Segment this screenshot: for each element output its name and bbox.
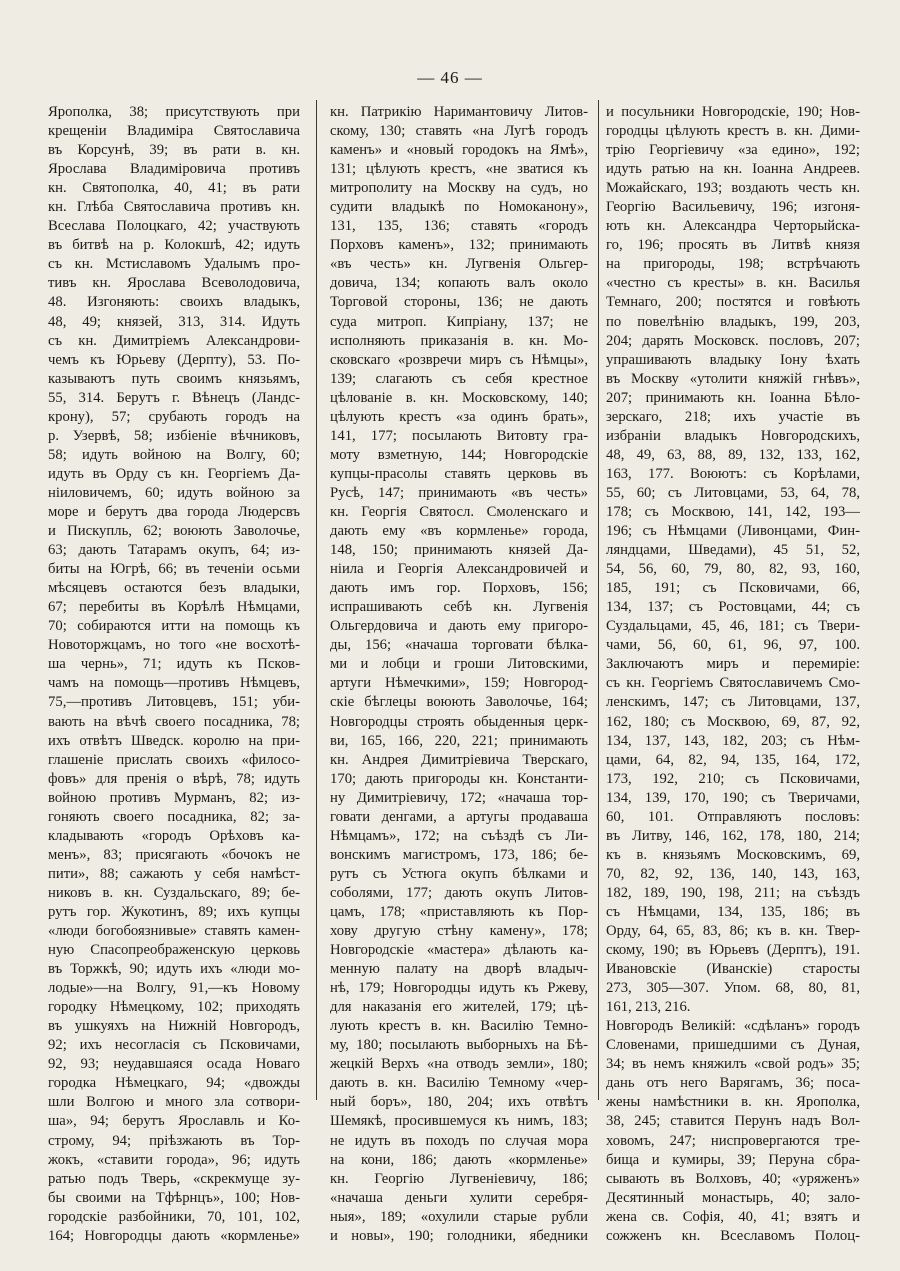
text-line: Суздальцами, 45, 46, 181; съ Твери- xyxy=(606,618,860,635)
column-divider xyxy=(316,100,317,1100)
text-line: Нѣмцамъ», 172; на съѣздѣ съ Ли- xyxy=(330,827,588,844)
text-line: кладывають «городъ Орѣховъ ка- xyxy=(48,827,300,844)
text-column-1 xyxy=(48,103,300,1246)
text-line: чамъ на помощь—противъ Нѣмцевъ, xyxy=(48,675,300,692)
text-line: 75,—противъ Литовцевъ, 151; уби- xyxy=(48,694,300,711)
text-line: вають на вѣчѣ своего посадника, 78; xyxy=(48,713,300,730)
text-line: менъ», 83; присягають «бочокъ не xyxy=(48,846,300,863)
text-line: 55, 60; съ Литовцами, 53, 64, 78, xyxy=(606,484,860,501)
text-line: ніила и Георгія Александровичей и xyxy=(330,561,588,578)
text-line: Всеслава Полоцкаго, 42; участвують xyxy=(48,218,300,235)
text-line: 162, 180; съ Москвою, 69, 87, 92, xyxy=(606,713,860,730)
text-line: и Пискупль, 62; воюють Заволочье, xyxy=(48,523,300,540)
text-line: по повелѣнію владыкъ, 199, 203, xyxy=(606,313,860,330)
text-line: въ ушкуяхъ на Нижній Новгородъ, xyxy=(48,1018,300,1035)
text-line: къ в. князьямъ Московскимъ, 69, xyxy=(606,846,860,863)
text-line: дають имъ гор. Порховъ, 156; xyxy=(330,580,588,597)
text-line: му, 180; посылають выборныхъ на Бѣ- xyxy=(330,1037,588,1054)
text-line: Ивановскіе (Иванскіе) старосты xyxy=(606,961,860,978)
text-line: кн. Георгію Лугвеніевичу, 186; xyxy=(330,1170,588,1187)
text-line: для наказанія его жителей, 179; цѣ- xyxy=(330,999,588,1016)
text-line: 207; принимають кн. Іоанна Бѣло- xyxy=(606,389,860,406)
text-line: цѣлованіе в. кн. Московскому, 140; xyxy=(330,389,588,406)
text-line: войною противъ Мурманъ, 82; из- xyxy=(48,789,300,806)
text-line: 178; съ Москвою, 141, 142, 193— xyxy=(606,503,860,520)
text-line: 131; цѣлують крестъ, «не зватися къ xyxy=(330,161,588,178)
text-line: 48, 49, 63, 88, 89, 132, 133, 162, xyxy=(606,446,860,463)
text-line: Порховъ каменъ», 132; принимають xyxy=(330,237,588,254)
text-line: 38, 245; ставится Перунъ надъ Вол- xyxy=(606,1113,860,1130)
text-line: городку Нѣмецкому, 102; приходять xyxy=(48,999,300,1016)
text-line: 173, 192, 210; съ Псковичами, xyxy=(606,770,860,787)
text-line: ратью подъ Тверь, «скрекмуще зу- xyxy=(48,1170,300,1187)
text-line: жокъ, «ставити города», 96; идуть xyxy=(48,1151,300,1168)
text-line: кн. Святополка, 40, 41; въ рати xyxy=(48,180,300,197)
text-line: Заключаютъ миръ и перемиріе: xyxy=(606,656,860,673)
text-line: ша», 94; берутъ Ярославль и Ко- xyxy=(48,1113,300,1130)
text-line: упрашивають владыку Іону ѣхать xyxy=(606,351,860,368)
text-line: испрашивають себѣ кн. Лугвенія xyxy=(330,599,588,616)
text-line: 55, 314. Берутъ г. Вѣнецъ (Ландс- xyxy=(48,389,300,406)
text-line: пити», 88; сажають у себя намѣст- xyxy=(48,865,300,882)
text-line: чами, 56, 60, 61, 96, 97, 100. xyxy=(606,637,860,654)
text-line: никовъ в. кн. Суздальскаго, 89; бе- xyxy=(48,884,300,901)
text-line: 34; въ немъ княжилъ «свой родъ» 35; xyxy=(606,1056,860,1073)
text-column-2 xyxy=(330,103,588,1246)
text-line: сывають въ Волховъ, 40; «уряженъ» xyxy=(606,1170,860,1187)
text-line: жены намѣстники в. кн. Ярополка, xyxy=(606,1094,860,1111)
text-line: го, 196; просять въ Литвѣ князя xyxy=(606,237,860,254)
text-line: 92, 93; неудавшаяся осада Новаго xyxy=(48,1056,300,1073)
text-line: 148, 150; принимають князей Да- xyxy=(330,542,588,559)
text-line: цамъ, 178; «приставляють къ Пор- xyxy=(330,903,588,920)
text-line: артуги Нѣмечкими», 159; Новгород- xyxy=(330,675,588,692)
text-line: биты на Югрѣ, 66; въ теченіи осьми xyxy=(48,561,300,578)
text-line: ляндцами, Шведами), 45 51, 52, xyxy=(606,542,860,559)
text-line: суда митроп. Кипріану, 137; не xyxy=(330,313,588,330)
text-line: ленскимъ, 147; съ Литовцами, 137, xyxy=(606,694,860,711)
text-line: лують крестъ в. кн. Василію Темно- xyxy=(330,1018,588,1035)
text-line: соболями, 177; дають окупъ Литов- xyxy=(330,884,588,901)
text-line: скому, 130; ставять «на Лугѣ городъ xyxy=(330,123,588,140)
text-line: Ярополка, 38; присутствують при xyxy=(48,104,300,120)
text-line: зерскаго, 218; ихъ участіе въ xyxy=(606,408,860,425)
text-line: моту взметную, 144; Новгородскіе xyxy=(330,446,588,463)
text-line: городскіе разбойники, 70, 101, 102, xyxy=(48,1208,300,1225)
text-line: 58; идуть войною на Волгу, 60; xyxy=(48,446,300,463)
text-line: строму, 94; пріѣзжають въ Тор- xyxy=(48,1132,300,1149)
text-line: Торговой стороны, 136; не дають xyxy=(330,294,588,311)
text-line: 164; Новгородцы дають «кормленье» xyxy=(48,1227,300,1244)
text-line: 92; ихъ несогласія съ Псковичами, xyxy=(48,1037,300,1054)
text-line: 48. Изгоняють: своихъ владыкъ, xyxy=(48,294,300,311)
text-line: избраніи владыкъ Новгородскихъ, xyxy=(606,427,860,444)
text-line: 141, 177; посылають Витовту гра- xyxy=(330,427,588,444)
text-line: цѣлують крестъ «за одинъ брать», xyxy=(330,408,588,425)
text-line: въ Торжкѣ, 90; идуть ихъ «люди мо- xyxy=(48,961,300,978)
text-line: скіе бѣглецы воюють Заволочье, 164; xyxy=(330,694,588,711)
text-line: въ битвѣ на р. Колокшѣ, 42; идуть xyxy=(48,237,300,254)
text-line: ви, 165, 166, 220, 221; принимають xyxy=(330,732,588,749)
text-line: Орду, 64, 65, 83, 86; къ в. кн. Твер- xyxy=(606,923,860,940)
text-line: съ кн. Мстиславомъ Удалымъ про- xyxy=(48,256,300,273)
text-line: рутъ гор. Жукотинъ, 89; ихъ купцы xyxy=(48,903,300,920)
text-line: чемъ къ Юрьеву (Дерпту), 53. По- xyxy=(48,351,300,368)
text-line: 196; съ Нѣмцами (Ливонцами, Фин- xyxy=(606,523,860,540)
text-line: казываютъ путь своимъ князьямъ, xyxy=(48,370,300,387)
text-line: Шемякѣ, просившемуся къ нимъ, 183; xyxy=(330,1113,588,1130)
text-line: ми и лобци и гроши Литовскими, xyxy=(330,656,588,673)
text-line: Новгородскіе «мастера» дѣлають ка- xyxy=(330,942,588,959)
text-line: Новгородъ Великій: «сдѣланъ» городъ xyxy=(606,1018,860,1035)
text-line: 134, 139, 170, 190; съ Тверичами, xyxy=(606,789,860,806)
text-line: дають в. кн. Василію Темному «чер- xyxy=(330,1075,588,1092)
text-line: 67; перебиты въ Корѣлѣ Нѣмцами, xyxy=(48,599,300,616)
text-line: крону), 57; срубають городъ на xyxy=(48,408,300,425)
text-line: фовъ» для пренія о вѣрѣ, 78; идуть xyxy=(48,770,300,787)
text-line: сковскаго «розвречи миръ съ Нѣмцы», xyxy=(330,351,588,368)
text-line: Новгородцы строять обыденныя церк- xyxy=(330,713,588,730)
text-column-3 xyxy=(606,103,860,1246)
text-line: 63; дають Татарамъ окупъ, 64; из- xyxy=(48,542,300,559)
text-line: рутъ съ Устюга окупъ бѣлками и xyxy=(330,865,588,882)
text-line: 48, 49; князей, 313, 314. Идуть xyxy=(48,313,300,330)
text-line: Новоторжцамъ, но того «не восхотѣ- xyxy=(48,637,300,654)
text-line: Русѣ, 147; принимають «въ честь» xyxy=(330,484,588,501)
text-line: 70; собираются итти на помощь къ xyxy=(48,618,300,635)
text-line: гоняють своего посадника, 82; за- xyxy=(48,808,300,825)
text-line: съ кн. Георгіемъ Святославичемъ Смо- xyxy=(606,675,860,692)
text-line: «честно съ кресты» в. кн. Василья xyxy=(606,275,860,292)
text-line: 185, 191; съ Псковичами, 66, xyxy=(606,580,860,597)
text-line: 54, 56, 60, 79, 80, 82, 93, 160, xyxy=(606,561,860,578)
text-line: лодые»—на Волгу, 91,—къ Новому xyxy=(48,980,300,997)
text-line: 134, 137; съ Ростовцами, 44; съ xyxy=(606,599,860,616)
text-line: ніиловичемъ, 60; идуть войною за xyxy=(48,484,300,501)
text-line: дань отъ него Варягамъ, 36; поса- xyxy=(606,1075,860,1092)
text-line: дають ему «въ кормленье» города, xyxy=(330,523,588,540)
text-line: Темнаго, 200; постятся и говѣють xyxy=(606,294,860,311)
text-line: 139; слагають съ себя крестное xyxy=(330,370,588,387)
text-line: жецкій Верхъ «на отводъ земли», 180; xyxy=(330,1056,588,1073)
text-line: ихъ отвѣтъ Шведск. королю на при- xyxy=(48,732,300,749)
text-line: въ Литву, 146, 162, 178, 180, 214; xyxy=(606,827,860,844)
text-line: исполняють приказанія в. кн. Мо- xyxy=(330,332,588,349)
column-divider xyxy=(598,100,599,1100)
text-line: 70, 82, 92, 136, 140, 143, 163, xyxy=(606,865,860,882)
text-line: 204; дарять Московск. пословъ, 207; xyxy=(606,332,860,349)
text-line: 273, 305—307. Упом. 68, 80, 81, xyxy=(606,980,860,997)
text-line: вонскимъ магистромъ, 173, 186; бе- xyxy=(330,846,588,863)
text-line: мѣсяцевъ остаются безъ владыки, xyxy=(48,580,300,597)
text-line: тивъ кн. Ярослава Всеволодовича, xyxy=(48,275,300,292)
text-line: съ Нѣмцами, 134, 135, 186; въ xyxy=(606,903,860,920)
text-line: ную Спасопреображенскую церковь xyxy=(48,942,300,959)
text-line: идуть въ Орду съ кн. Георгіемъ Да- xyxy=(48,465,300,482)
text-line: и посульники Новгородскіе, 190; Нов- xyxy=(606,104,860,120)
text-line: 170; дають пригороды кн. Константи- xyxy=(330,770,588,787)
text-line: трію Георгіевичу «за едино», 192; xyxy=(606,142,860,159)
text-line: Десятинный монастырь, 40; зало- xyxy=(606,1189,860,1206)
text-line: бы своими на Тфѣрнцъ», 100; Нов- xyxy=(48,1189,300,1206)
text-line: Можайскаго, 193; воздають честь кн. xyxy=(606,180,860,197)
text-line: городцы цѣлують крестъ в. кн. Дими- xyxy=(606,123,860,140)
text-line: 161, 213, 216. xyxy=(606,999,691,1016)
text-line: говати денгами, а артугы продаваша xyxy=(330,808,588,825)
text-line: купцы-прасолы ставять церковь въ xyxy=(330,465,588,482)
text-line: море и берутъ два города Людерсвъ xyxy=(48,503,300,520)
text-line: кн. Георгія Святосл. Смоленскаго и xyxy=(330,503,588,520)
text-line: скому, 190; въ Юрьевъ (Дерптъ), 191. xyxy=(606,942,860,959)
text-line: «люди богобоязнивые» ставять камен- xyxy=(48,923,300,940)
text-line: Словенами, пришедшими съ Дуная, xyxy=(606,1037,860,1054)
text-line: «начаша деньги хулити серебря- xyxy=(330,1189,588,1206)
text-line: Ярослава Владиміровича противъ xyxy=(48,161,300,178)
text-line: съ кн. Димитріемъ Александрови- xyxy=(48,332,300,349)
text-line: крещеніи Владиміра Святославича xyxy=(48,123,300,140)
text-line: «въ честь» кн. Лугвенія Ольгер- xyxy=(330,256,588,273)
text-line: идуть ратью на кн. Іоанна Андреев. xyxy=(606,161,860,178)
text-line: и новы», 190; голодники, ябедники xyxy=(330,1227,588,1244)
text-line: каменъ» и «новый городокъ на Ямѣ», xyxy=(330,142,588,159)
text-line: митрополиту на Москву на судъ, но xyxy=(330,180,588,197)
text-line: шли Волгою и много зла сотвори- xyxy=(48,1094,300,1111)
text-line: кн. Андрея Димитріевича Тверскаго, xyxy=(330,751,588,768)
text-line: ныя», 189; «охулили старые рубли xyxy=(330,1208,588,1225)
text-line: глашеніе прислать своихъ «филосо- xyxy=(48,751,300,768)
text-line: ну Димитріевичу, 172; «начаша тор- xyxy=(330,789,588,806)
text-line: 131, 135, 136; ставять «городъ xyxy=(330,218,588,235)
text-line: 163, 177. Воюютъ: съ Корѣлами, xyxy=(606,465,860,482)
text-line: кн. Патрикію Наримантовичу Литов- xyxy=(330,104,588,120)
text-line: ша чернь», 71; идуть къ Псков- xyxy=(48,656,300,673)
text-line: нѣ, 179; Новгородцы идуть къ Ржеву, xyxy=(330,980,588,997)
text-line: жена св. Софія, 40, 41; взятъ и xyxy=(606,1208,860,1225)
text-line: р. Узервѣ, 58; избіеніе вѣчниковъ, xyxy=(48,427,300,444)
text-line: кн. Глѣба Святославича противъ кн. xyxy=(48,199,300,216)
text-line: не идуть въ походъ по случая мора xyxy=(330,1132,588,1149)
text-line: ный боръ», 180, 204; ихъ отвѣтъ xyxy=(330,1094,588,1111)
text-line: ють кн. Александра Черторыйска- xyxy=(606,218,860,235)
page-number: — 46 — xyxy=(417,68,483,87)
text-line: на кони, 186; дають «кормленье» xyxy=(330,1151,588,1168)
text-line: хову другую стѣну камену», 178; xyxy=(330,923,588,940)
text-line: сожженъ кн. Всеславомъ Полоц- xyxy=(606,1227,860,1244)
text-line: менную палату на дворѣ владыч- xyxy=(330,961,588,978)
text-line: 182, 189, 190, 198, 211; на съѣздъ xyxy=(606,884,860,901)
text-line: на пригороды, 198; встрѣчають xyxy=(606,256,860,273)
text-line: въ Москву «утолити княжій гнѣвъ», xyxy=(606,370,860,387)
text-line: ховомъ, 247; ниспровергаются тре- xyxy=(606,1132,860,1149)
text-line: въ Корсунѣ, 39; въ рати в. кн. xyxy=(48,142,300,159)
text-line: Ольгердовича и дають ему пригоро- xyxy=(330,618,588,635)
text-line: цами, 64, 82, 94, 135, 164, 172, xyxy=(606,751,860,768)
text-line: городка Нѣмецкаго, 94; «двожды xyxy=(48,1075,300,1092)
text-line: ды, 156; «начаша торговати бѣлка- xyxy=(330,637,588,654)
text-line: 134, 137, 143, 182, 203; съ Нѣм- xyxy=(606,732,860,749)
text-line: довича, 134; копають валъ около xyxy=(330,275,588,292)
text-line: судити владыкѣ по Номоканону», xyxy=(330,199,588,216)
text-line: 60, 101. Отправляютъ пословъ: xyxy=(606,808,860,825)
text-line: Георгію Васильевичу, 196; изгоня- xyxy=(606,199,860,216)
text-line: бища и кумиры, 39; Перуна сбра- xyxy=(606,1151,860,1168)
